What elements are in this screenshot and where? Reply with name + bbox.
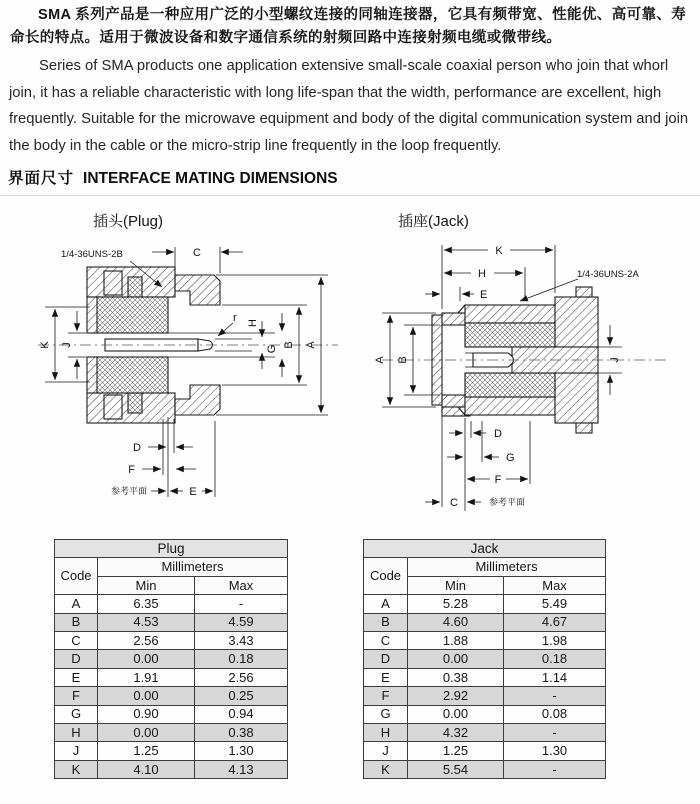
jack-dim-D: D [494, 428, 502, 440]
plug-thread-label: 1/4-36UNS-2B [61, 249, 123, 260]
min-cell: 0.00 [98, 650, 195, 668]
min-cell: 0.00 [98, 723, 195, 741]
intro-paragraph-en: Series of SMA products one application extensive small-scale coaxial person who join that whorl join, it has a reliable characteristic with long life-span that the width, performance are excellent, high frequently. Suitable for the microwave equipment and body of the digital communication system and join the body in the cable or the micro-strip line frequently in the loop frequently. [9, 58, 689, 154]
jack-table-title: Jack [364, 540, 606, 558]
plug-dim-J: J [61, 342, 73, 348]
code-cell: H [364, 723, 408, 741]
max-cell: 1.30 [504, 742, 606, 760]
code-cell: C [364, 631, 408, 649]
table-row [55, 595, 288, 613]
jack-ref-plane-label: 参考平面 [489, 497, 526, 507]
max-cell: 4.59 [195, 613, 288, 631]
code-cell: J [364, 742, 408, 760]
min-cell: 0.90 [98, 705, 195, 723]
min-cell: 4.53 [98, 613, 195, 631]
jack-min-header: Min [408, 576, 504, 594]
code-cell: E [55, 668, 98, 686]
table-row [364, 723, 606, 741]
intro-paragraph-cn: SMA 系列产品是一种应用广泛的小型螺纹连接的同轴连接器，它具有频带宽、性能优、高可靠、寿命长的特点。适用于微波设备和数字通信系统的射频回路中连接射频电缆或微带线。 [10, 7, 687, 46]
max-cell: - [195, 595, 288, 613]
code-cell: B [55, 613, 98, 631]
jack-dim-C: C [450, 497, 458, 509]
table-row [55, 723, 288, 741]
max-cell: 3.43 [195, 631, 288, 649]
min-cell: 4.10 [98, 760, 195, 778]
code-cell: K [364, 760, 408, 778]
max-cell: - [504, 723, 606, 741]
table-row [55, 687, 288, 705]
jack-dim-A: A [374, 356, 386, 364]
code-cell: H [55, 723, 98, 741]
plug-dim-E: E [189, 486, 197, 498]
min-cell: 1.25 [98, 742, 195, 760]
jack-dim-B: B [397, 356, 409, 364]
table-row [364, 687, 606, 705]
max-cell: 0.38 [195, 723, 288, 741]
jack-dim-J: J [609, 357, 621, 363]
plug-dim-A: A [305, 341, 317, 349]
plug-dim-F: F [128, 464, 135, 476]
table-row [364, 760, 606, 778]
table-row [364, 742, 606, 760]
max-cell: 0.18 [504, 650, 606, 668]
jack-dimension-table [363, 539, 606, 779]
plug-dim-C: C [193, 247, 201, 259]
code-cell: F [364, 687, 408, 705]
table-row [55, 668, 288, 686]
min-cell: 6.35 [98, 595, 195, 613]
code-cell: D [55, 650, 98, 668]
table-row [364, 595, 606, 613]
code-cell: G [55, 705, 98, 723]
jack-dim-K: K [495, 245, 503, 257]
min-cell: 0.00 [408, 705, 504, 723]
plug-dim-G: G [266, 344, 278, 354]
max-cell: 1.30 [195, 742, 288, 760]
table-row [364, 613, 606, 631]
plug-diagram [30, 235, 365, 517]
code-cell: A [55, 595, 98, 613]
code-cell: F [55, 687, 98, 705]
code-cell: J [55, 742, 98, 760]
min-cell: 1.88 [408, 631, 504, 649]
max-cell: 1.14 [504, 668, 606, 686]
min-cell: 1.25 [408, 742, 504, 760]
jack-dim-E: E [480, 289, 488, 301]
min-cell: 4.60 [408, 613, 504, 631]
plug-dim-B: B [283, 341, 295, 349]
table-row [55, 650, 288, 668]
plug-unit-header: Millimeters [98, 558, 288, 576]
plug-dim-D: D [133, 442, 141, 454]
table-row [364, 668, 606, 686]
code-cell: D [364, 650, 408, 668]
jack-dim-F: F [494, 474, 502, 486]
table-row [55, 742, 288, 760]
min-cell: 0.00 [98, 687, 195, 705]
table-row [55, 631, 288, 649]
jack-dim-G: G [506, 452, 515, 464]
min-cell: 0.38 [408, 668, 504, 686]
plug-max-header: Max [195, 576, 288, 594]
plug-diagram-title: 插头(Plug) [93, 213, 164, 230]
plug-min-header: Min [98, 576, 195, 594]
table-row [55, 760, 288, 778]
code-cell: G [364, 705, 408, 723]
jack-diagram-title: 插座(Jack) [398, 213, 469, 230]
table-row [364, 650, 606, 668]
plug-dim-K: K [39, 341, 51, 349]
min-cell: 5.28 [408, 595, 504, 613]
min-cell: 0.00 [408, 650, 504, 668]
min-cell: 2.92 [408, 687, 504, 705]
section-heading [8, 166, 338, 188]
jack-max-header: Max [504, 576, 606, 594]
plug-dimension-table [54, 539, 288, 779]
max-cell: - [504, 760, 606, 778]
max-cell: 0.08 [504, 705, 606, 723]
max-cell: 2.56 [195, 668, 288, 686]
code-cell: K [55, 760, 98, 778]
table-row [55, 705, 288, 723]
plug-table-title: Plug [55, 540, 288, 558]
jack-diagram [370, 235, 700, 527]
section-title-cn: 界面尺寸 [8, 170, 75, 187]
jack-dim-H: H [478, 268, 486, 280]
min-cell: 1.91 [98, 668, 195, 686]
max-cell: 5.49 [504, 595, 606, 613]
min-cell: 2.56 [98, 631, 195, 649]
max-cell: 4.13 [195, 760, 288, 778]
table-row [364, 631, 606, 649]
plug-dim-H: H [247, 319, 259, 327]
max-cell: 0.25 [195, 687, 288, 705]
code-cell: B [364, 613, 408, 631]
divider-line [0, 195, 700, 196]
min-cell: 5.54 [408, 760, 504, 778]
max-cell: 0.94 [195, 705, 288, 723]
plug-dim-r: r [233, 312, 237, 324]
max-cell: 0.18 [195, 650, 288, 668]
plug-code-header: Code [55, 558, 98, 595]
code-cell: C [55, 631, 98, 649]
code-cell: E [364, 668, 408, 686]
jack-code-header: Code [364, 558, 408, 595]
min-cell: 4.32 [408, 723, 504, 741]
table-row [364, 705, 606, 723]
jack-unit-header: Millimeters [408, 558, 606, 576]
code-cell: A [364, 595, 408, 613]
max-cell: 1.98 [504, 631, 606, 649]
plug-ref-plane-label: 参考平面 [110, 486, 147, 496]
max-cell: 4.67 [504, 613, 606, 631]
section-title-en: INTERFACE MATING DIMENSIONS [83, 170, 338, 187]
jack-thread-label: 1/4-36UNS-2A [577, 269, 639, 280]
max-cell: - [504, 687, 606, 705]
table-row [55, 613, 288, 631]
